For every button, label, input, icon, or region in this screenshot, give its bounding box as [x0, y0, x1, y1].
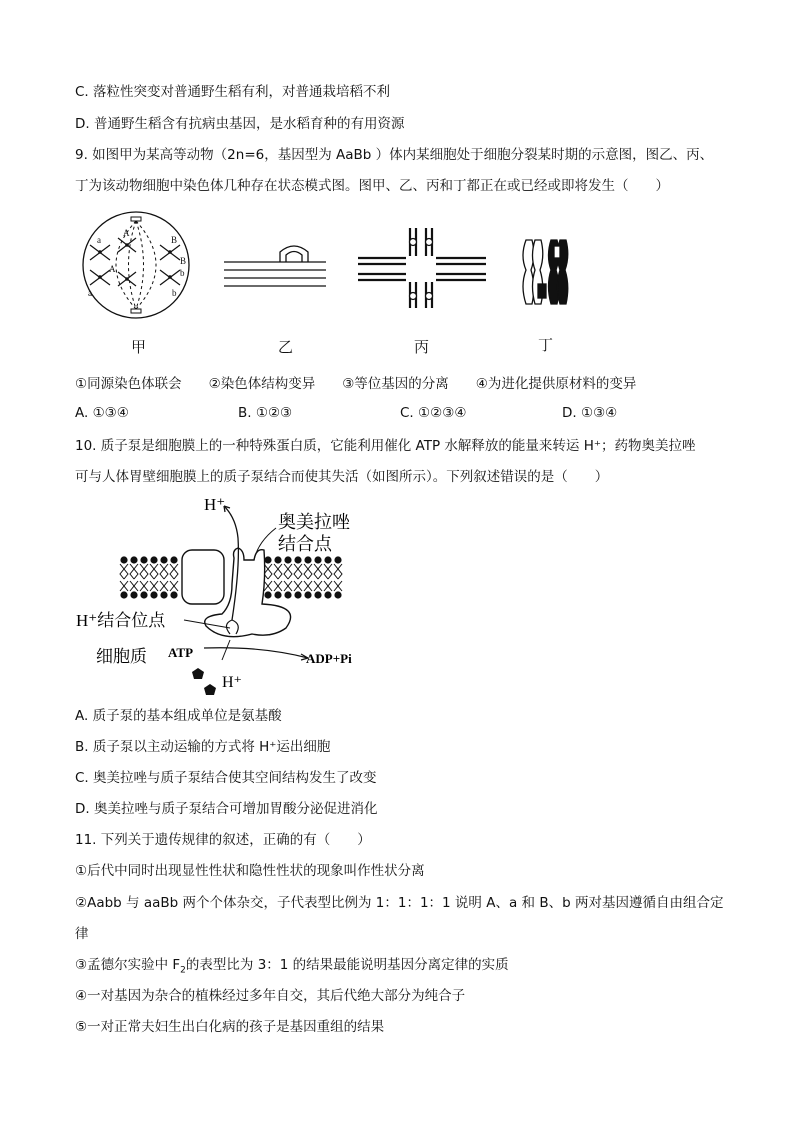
- q11-item-3: [75, 955, 509, 981]
- figure-label-yi: 乙: [278, 338, 294, 356]
- figure-yi-chromosomes: [222, 240, 328, 290]
- q8-option-c: C. 落粒性突变对普通野生稻有利，对普通栽培稻不利: [75, 84, 391, 100]
- label-adp: ADP+Pi: [306, 651, 352, 666]
- q9-options: [75, 405, 715, 425]
- label-h-top: H⁺: [204, 495, 226, 514]
- q11-item-2-line-2: 律: [75, 926, 89, 942]
- gene-label: B: [171, 235, 178, 245]
- q10-option-a: A. 质子泵的基本组成单位是氨基酸: [75, 708, 282, 724]
- figure-label-ding: 丁: [538, 336, 554, 354]
- proton-pump-diagram: [72, 488, 372, 700]
- q9-stem-line-2: 丁为该动物细胞中染色体几种存在状态模式图。图甲、乙、丙和丁都正在或已经或即将发生（ ）: [75, 178, 669, 194]
- q10-stem-line-1: 10. 质子泵是细胞膜上的一种特殊蛋白质，它能利用催化 ATP 水解释放的能量来转运 H⁺；药物奥美拉唑: [75, 438, 696, 454]
- q10-stem-line-2: 可与人体胃壁细胞膜上的质子泵结合而使其失活（如图所示）。下列叙述错误的是（ ）: [75, 469, 609, 485]
- label-h-bottom: H⁺: [222, 674, 242, 691]
- q11-item-3-post: 的表型比为 3：1 的结果最能说明基因分离定律的实质: [185, 957, 509, 973]
- label-binding-site-2: 结合点: [278, 534, 332, 554]
- q11-stem: 11. 下列关于遗传规律的叙述，正确的有（ ）: [75, 832, 371, 848]
- figure-bing-chromosomes: [356, 226, 488, 310]
- q9-option-a: A. ①③④: [75, 405, 129, 421]
- figure-jia-cell: [76, 210, 196, 320]
- gene-label: a: [88, 288, 92, 298]
- gene-label: B: [180, 256, 187, 266]
- q9-items: ①同源染色体联会 ②染色体结构变异 ③等位基因的分离 ④为进化提供原材料的变异: [75, 376, 637, 392]
- label-atp: ATP: [168, 645, 194, 660]
- gene-label: b: [172, 288, 177, 298]
- gene-label: b: [180, 268, 185, 278]
- q9-stem-line-1: 9. 如图甲为某高等动物（2n=6，基因型为 AaBb ）体内某细胞处于细胞分裂某时期的示意图，图乙、丙、: [75, 147, 714, 163]
- gene-label: A: [123, 228, 130, 238]
- figure-label-jia: 甲: [131, 338, 147, 356]
- q8-option-d: D. 普通野生稻含有抗病虫基因，是水稻育种的有用资源: [75, 116, 405, 132]
- q11-item-1: ①后代中同时出现显性性状和隐性性状的现象叫作性状分离: [75, 863, 425, 879]
- figure-ding-chromosomes: [518, 236, 576, 308]
- q10-option-c: C. 奥美拉唑与质子泵结合使其空间结构发生了改变: [75, 770, 377, 786]
- label-h-site: H⁺结合位点: [76, 611, 166, 630]
- gene-label: A: [109, 264, 116, 274]
- q11-item-5: ⑤一对正常夫妇生出白化病的孩子是基因重组的结果: [75, 1019, 385, 1035]
- q11-item-3-sub: 2: [180, 965, 186, 976]
- q10-option-b: B. 质子泵以主动运输的方式将 H⁺运出细胞: [75, 739, 331, 755]
- label-binding-site-1: 奥美拉唑: [278, 512, 350, 532]
- figure-label-bing: 丙: [414, 338, 430, 356]
- q9-option-c: C. ①②③④: [400, 405, 467, 421]
- q9-option-b: B. ①②③: [238, 405, 293, 421]
- q10-option-d: D. 奥美拉唑与质子泵结合可增加胃酸分泌促进消化: [75, 801, 378, 817]
- q11-item-4: ④一对基因为杂合的植株经过多年自交，其后代绝大部分为纯合子: [75, 988, 466, 1004]
- gene-label: a: [97, 235, 101, 245]
- q11-item-3-pre: ③孟德尔实验中 F: [75, 957, 181, 973]
- q11-item-2-line-1: ②Aabb 与 aaBb 两个个体杂交，子代表型比例为 1：1：1：1 说明 A、a 和 B、b 两对基因遵循自由组合定: [75, 895, 724, 911]
- label-cytoplasm: 细胞质: [96, 647, 147, 666]
- q9-option-d: D. ①③④: [562, 405, 618, 421]
